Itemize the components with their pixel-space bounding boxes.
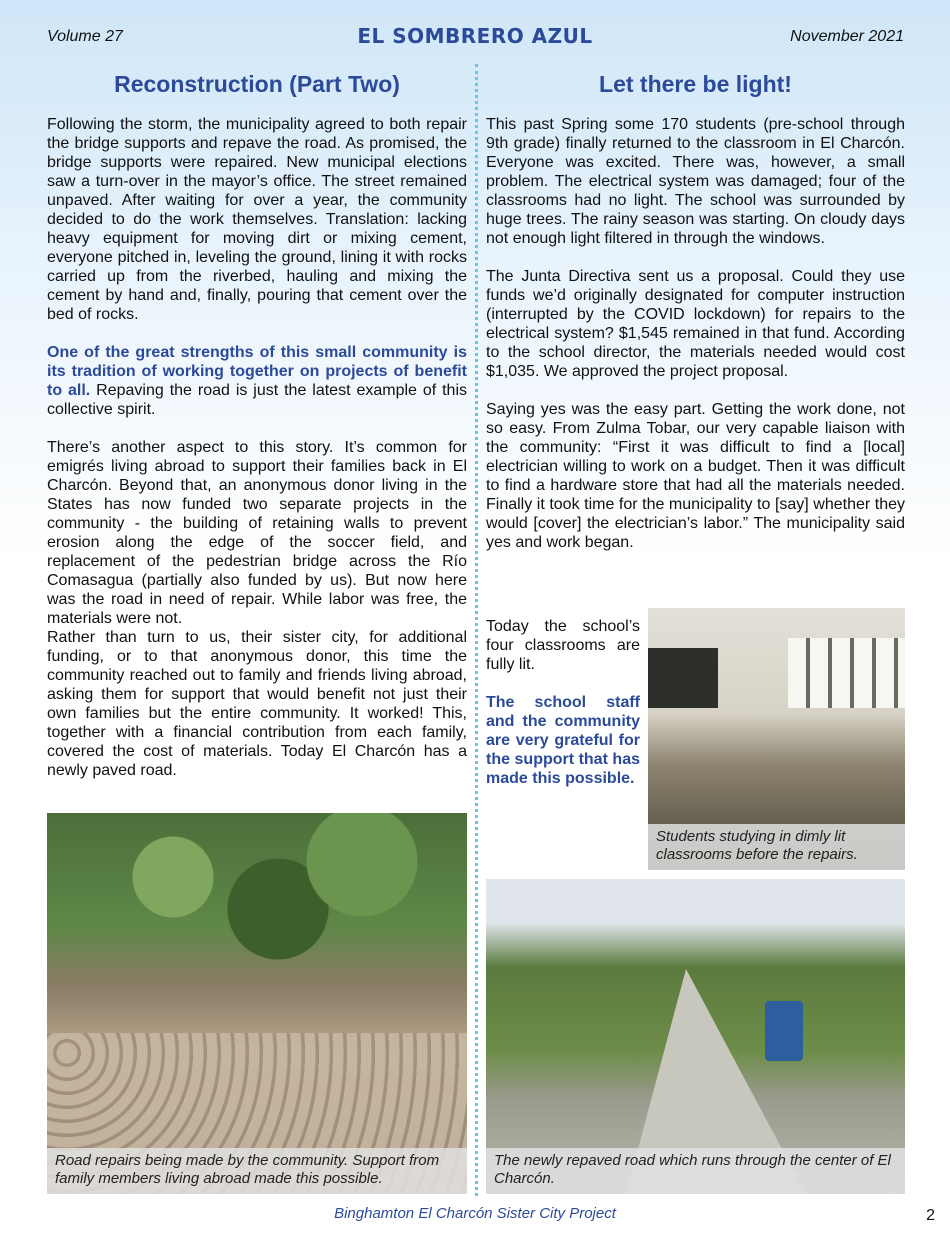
photo-blue-barrel	[765, 1001, 803, 1061]
paragraph: The Junta Directiva sent us a proposal. Could they use funds we’d originally designated for computer instruction (interrupted by the COVID lockdown) for repairs to the electrical system? $1,545 remained in that fund. According to the school director, the materials needed would cost $1,035. We approved the project proposal.	[486, 268, 905, 380]
paved-road-photo	[486, 879, 905, 1194]
photo-trees	[47, 813, 467, 973]
road-repairs-photo	[47, 813, 467, 1194]
issue-date: November 2021	[790, 28, 904, 45]
school-lit-sidebar	[486, 617, 640, 807]
photo-caption: Students studying in dimly lit classrooms before the repairs.	[648, 824, 905, 870]
photo-caption: Road repairs being made by the community. Support from family members living abroad made this possible.	[47, 1148, 467, 1194]
left-column	[47, 66, 467, 799]
page-number: 2	[926, 1207, 935, 1224]
highlight-text: One of the great strengths of this small community is its tradition of working together on projects of benefit to all.	[47, 344, 467, 399]
photo-caption: The newly repaved road which runs through the center of El Charcón.	[486, 1148, 905, 1194]
photo-windows	[788, 638, 905, 708]
volume-label: Volume 27	[47, 28, 123, 45]
paragraph: Today the school’s four classrooms are fully lit.	[486, 618, 640, 673]
article-body-light	[486, 115, 905, 552]
highlight-text: The school staff and the community are very grateful for the support that has made this possible.	[486, 694, 640, 787]
right-column	[486, 66, 905, 571]
paragraph: Following the storm, the municipality agreed to both repair the bridge supports and repave the road. As promised, the bridge supports were repaired. New municipal elections saw a turn-over in the mayor’s office. The street remained unpaved. After waiting for over a year, the community decided to do the work themselves. Translation: lacking heavy equipment for moving dirt or mixing cement, everyone pitched in, leveling the ground, lining it with rocks carried up from the riverbed, hauling and mixing the cement by hand and, finally, pouring that cement over the bed of rocks.	[47, 116, 467, 323]
column-divider	[475, 64, 478, 1196]
paragraph	[486, 693, 640, 788]
photo-blackboard	[648, 648, 718, 708]
footer-org: Binghamton El Charcón Sister City Project	[334, 1205, 616, 1222]
paragraph: This past Spring some 170 students (pre-school through 9th grade) finally returned to the classroom in El Charcón. Everyone was excited. There was, however, a small problem. The electrical system was damaged; four of the classrooms had no light. The school was surrounded by huge trees. The rainy season was starting. On cloudy days not enough light filtered in through the windows.	[486, 116, 905, 247]
article-heading-reconstruction: Reconstruction (Part Two)	[114, 71, 400, 97]
paragraph: Rather than turn to us, their sister city, for additional funding, or to that anonymous donor, this time the community reached out to family and friends living abroad, asking them for support that would benefit not just their own families but the entire community. It worked! This, together with a financial contribution from each family, covered the cost of materials. Today El Charcón has a newly paved road.	[47, 629, 467, 779]
classroom-photo	[648, 608, 905, 870]
paragraph: Saying yes was the easy part. Getting the work done, not so easy. From Zulma Tobar, our very capable liaison with the community: “First it was difficult to find a [local] electrician willing to work on a budget. Then it was difficult to find a hardware store that had all the materials needed. Finally it took time for the municipality to [say] whether they would [cover] the electrician’s labor.” The municipality said yes and work began.	[486, 401, 905, 551]
paragraph	[47, 343, 467, 419]
paragraph: There’s another aspect to this story. It’s common for emigrés living abroad to support their families back in El Charcón. Beyond that, an anonymous donor living in the States has now funded two separate projects in the community - the building of retaining walls to prevent erosion along the edge of the soccer field, and replacement of the pedestrian bridge across the Río Comasagua (partially also funded by us). But now here was the road in need of repair. While labor was free, the materials were not.	[47, 439, 467, 627]
newsletter-title: EL SOMBRERO AZUL	[357, 24, 593, 48]
article-body-reconstruction	[47, 115, 467, 780]
article-heading-light: Let there be light!	[599, 71, 792, 97]
paragraph-text: Repaving the road is just the latest example of this collective spirit.	[47, 382, 468, 418]
